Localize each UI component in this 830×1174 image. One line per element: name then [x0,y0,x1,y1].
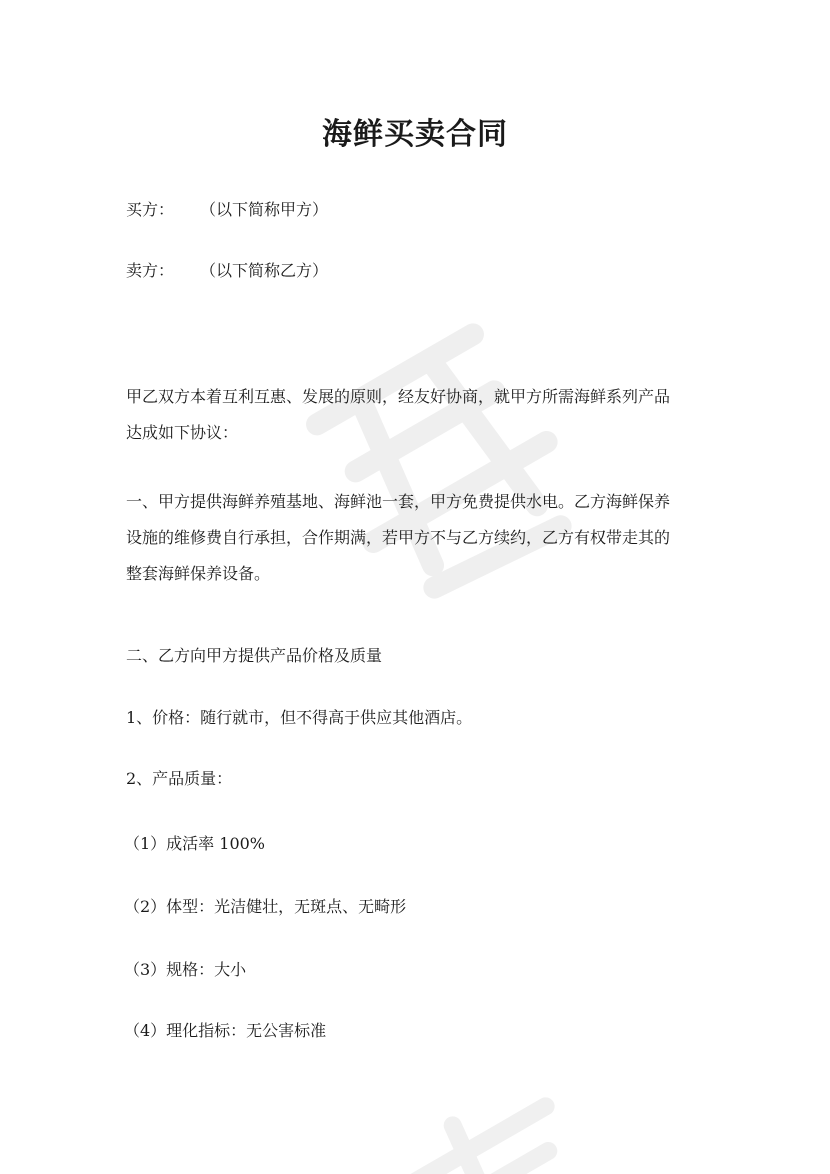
buyer-note: （以下简称甲方） [200,200,329,219]
intro-line: 达成如下协议： [126,423,239,442]
clause-1-line: 一、甲方提供海鲜养殖基地、海鲜池一套，甲方免费提供水电。乙方海鲜保养 [126,492,671,511]
quality-item: （3）规格：大小 [124,960,247,979]
clause-1-line: 设施的维修费自行承担，合作期满，若甲方不与乙方续约，乙方有权带走其的 [126,528,671,547]
page-title: 海鲜买卖合同 [322,117,508,152]
intro-line: 甲乙双方本着互利互惠、发展的原则，经友好协商，就甲方所需海鲜系列产品 [126,387,671,406]
quality-item: （1）成活率 100% [124,834,266,853]
quality-item: （2）体型：光洁健壮，无斑点、无畸形 [124,897,407,916]
seller-line [126,259,328,283]
quality-item: （4）理化指标：无公害标准 [124,1021,327,1040]
clause-1-paragraph [126,490,704,598]
intro-paragraph [126,385,704,457]
clause-2-heading: 二、乙方向甲方提供产品价格及质量 [126,646,383,665]
seller-note: （以下简称乙方） [200,261,329,280]
buyer-label: 买方： [126,200,175,219]
seller-label: 卖方： [126,261,175,280]
price-clause: 1、价格：随行就市，但不得高于供应其他酒店。 [126,708,473,727]
watermark-graphic-bottom [360,1080,620,1174]
buyer-line [126,198,328,222]
quality-heading: 2、产品质量： [126,769,233,788]
clause-1-line: 整套海鲜保养设备。 [126,564,271,583]
